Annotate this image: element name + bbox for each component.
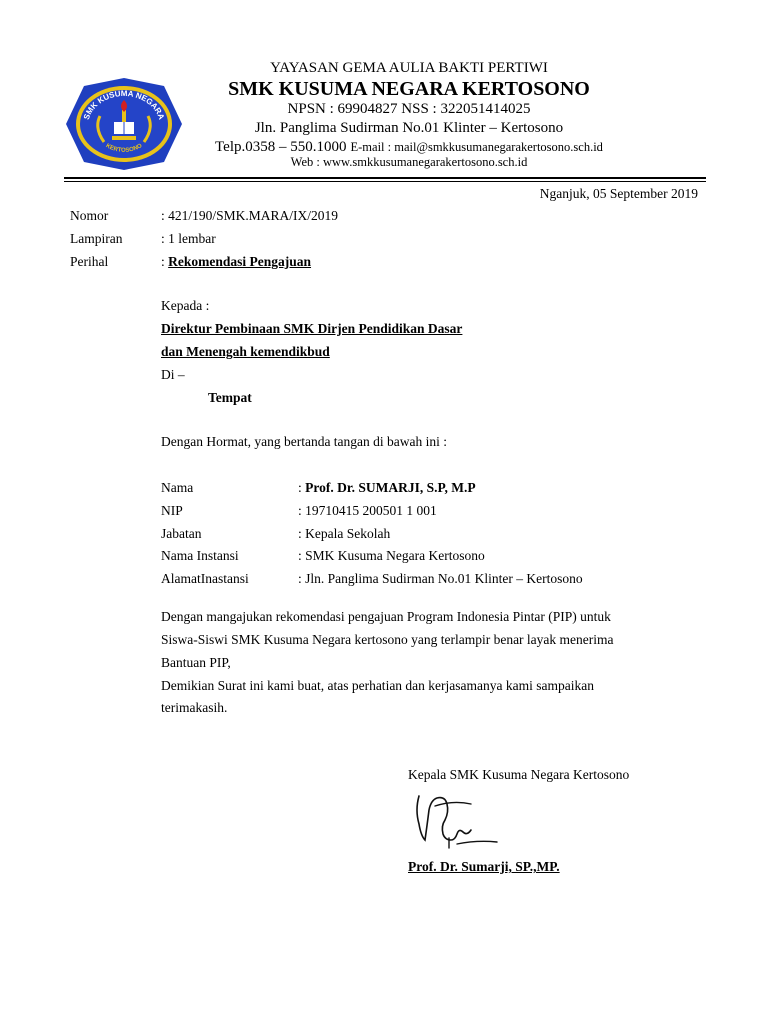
telp: Telp.0358 – 550.1000 [215,139,347,155]
meta-label-nomor: Nomor [70,208,109,223]
identity-value-jabatan: : Kepala Sekolah [298,526,391,541]
header-rule-thick [64,177,706,179]
recipient-line-2: dan Menengah kemendikbud [161,344,330,359]
identity-label-instansi: Nama Instansi [161,548,239,563]
di-label: Di – [161,367,185,382]
opening-line: Dengan Hormat, yang bertanda tangan di bawah ini : [161,434,448,449]
perihal-subject: Rekomendasi Pengajuan [168,254,312,269]
nama-colon: : [298,480,306,495]
body-line-2: Siswa-Siswi SMK Kusuma Negara kertosono yang terlampir benar layak menerima [161,632,614,647]
identity-label-alamat: AlamatInastansi [161,571,249,586]
meta-value-perihal [161,254,311,270]
identity-label-nip: NIP [161,503,183,518]
body-line-5: terimakasih. [161,700,228,715]
perihal-colon: : [161,254,169,269]
signoff-title: Kepala SMK Kusuma Negara Kertosono [408,767,630,782]
identity-value-nama [298,480,476,496]
meta-label-lampiran: Lampiran [70,231,123,246]
identity-value-instansi: : SMK Kusuma Negara Kertosono [298,548,485,563]
body-line-4: Demikian Surat ini kami buat, atas perhatian dan kerjasamanya kami sampaikan [161,678,594,693]
body-line-1: Dengan mangajukan rekomendasi pengajuan Program Indonesia Pintar (PIP) untuk [161,609,611,624]
school-name: SMK KUSUMA NEGARA KERTOSONO [228,78,590,100]
letter-date: Nganjuk, 05 September 2019 [539,186,698,201]
school-address: Jln. Panglima Sudirman No.01 Klinter – Kertosono [254,120,564,136]
handwritten-signature [405,790,505,854]
signer-name: Prof. Dr. SUMARJI, S.P, M.P [305,480,476,495]
body-line-3: Bantuan PIP, [161,655,231,670]
email: E-mail : mail@smkkusumanegarakertosono.sch.id [350,140,603,154]
logo-bottom-text: KERTOSONO [104,143,144,154]
npsn-nss: NPSN : 69904827 NSS : 322051414025 [287,101,531,117]
contact-line [0,138,768,156]
recipient-line-1: Direktur Pembinaan SMK Dirjen Pendidikan Dasar [161,321,463,336]
identity-value-alamat: : Jln. Panglima Sudirman No.01 Klinter – Kertosono [298,571,583,586]
identity-label-nama: Nama [161,480,194,495]
identity-label-jabatan: Jabatan [161,526,202,541]
meta-label-perihal: Perihal [70,254,109,269]
meta-value-nomor: : 421/190/SMK.MARA/IX/2019 [161,208,339,223]
meta-value-lampiran: : 1 lembar [161,231,216,246]
tempat-label: Tempat [208,390,252,405]
kepada-label: Kepada : [161,298,210,313]
foundation-name: YAYASAN GEMA AULIA BAKTI PERTIWI [270,60,548,76]
website: Web : www.smkkusumanegarakertosono.sch.id [290,155,528,169]
header-rule-thin [64,181,706,182]
identity-value-nip: : 19710415 200501 1 001 [298,503,437,518]
signoff-name: Prof. Dr. Sumarji, SP.,MP. [408,859,560,874]
logo-top-text: SMK KUSUMA NEGARA [81,88,167,121]
